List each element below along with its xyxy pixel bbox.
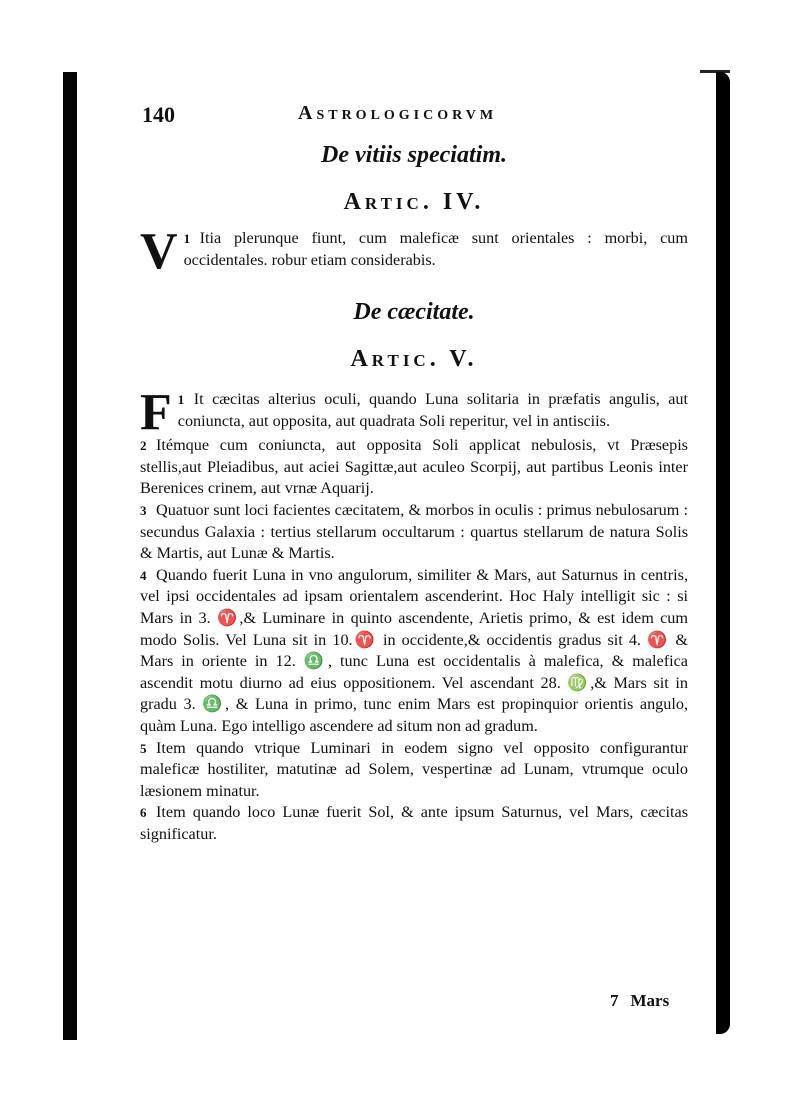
scan-top-edge: [700, 70, 730, 73]
paragraph-number: 5: [140, 740, 147, 756]
section-subtitle-caecitate: De cæcitate.: [353, 299, 475, 326]
book-page: [140, 96, 688, 1010]
article-heading-iv: Artic. IV.: [343, 189, 485, 215]
paragraph-number: 4: [140, 567, 147, 583]
catchword-text: Mars: [630, 991, 670, 1010]
paragraph-v-5: [140, 738, 688, 803]
paragraph-text: Quando fuerit Luna in vno angulorum, similiter & Mars, aut Saturnus in centris, vel ipsi occidentales ad ipsam orientalem ascenderint. Hoc Haly intelligit sic : si Mars in 3. ♈,& Luminare in quinto ascendente, Arietis primo, & est idem cum modo Solis. Vel Luna sit in 10.♈ in occidente,& occidentis gradus sit 4. ♈ & Mars in oriente in 12. ♎, tunc Luna est occidentalis à malefica, & malefica ascendit motu diurno ad eius oppositionem. Vel ascendant 28. ♍,& Mars sit in gradu 3. ♎, & Luna in primo, tunc enim Mars est propinquior orientis angulo, quàm Luna. Ego intelligo ascendere ad situm non ad gradum.: [140, 565, 688, 735]
page-number: 140: [142, 102, 175, 127]
running-title: Astrologicorvm: [298, 102, 498, 124]
paragraph-text: Itémque cum coniuncta, aut opposita Soli applicat nebulosis, vt Præsepis stellis,aut Pleiadibus, aut aciei Sagittæ,aut aculeo Scorpij, aut partibus Leonis inter Berenices crinem, aut vrnæ Aquarij.: [140, 436, 688, 498]
paragraph-text: Item quando loco Lunæ fuerit Sol, & ante ipsum Saturnus, vel Mars, cæcitas significatur.: [140, 803, 688, 843]
paragraph-v-1: [140, 384, 688, 442]
paragraph-number: 1: [177, 392, 185, 408]
scan-right-edge: [716, 72, 730, 1034]
paragraph-text: Item quando vtrique Luminari in eodem signo vel opposito configurantur maleficæ hostiliter, matutinæ ad Solem, vespertinæ ad Lunam, vtrumque oculo læsionem minatur.: [140, 738, 688, 800]
paragraph-text: It cæcitas alterius oculi, quando Luna solitaria in præfatis angulis, aut coniuncta, aut opposita, aut quadrata Soli reperitur, vel in antisciis.: [177, 390, 688, 430]
paragraph-v-3: [140, 500, 688, 565]
scan-left-edge: [63, 72, 77, 1040]
paragraph-v-2: [140, 435, 688, 500]
catchword: [610, 991, 669, 1011]
article-heading-v: Artic. V.: [350, 346, 478, 373]
paragraph-v-4: [140, 565, 688, 738]
running-head: [140, 96, 688, 136]
paragraph-v-6: [140, 802, 688, 845]
drop-cap: F: [140, 384, 172, 442]
paragraph-number: 1: [183, 231, 191, 246]
paragraph-number: 2: [140, 438, 147, 454]
section-subtitle-vitiis: De vitiis speciatim.: [321, 142, 507, 168]
paragraph-text: Quatuor sunt loci facientes cæcitatem, & morbos in oculis : primus nebulosarum : secundus Galaxia : tertius stellarum occultarum : quartus stellarum de natura Solis & Martis, aut Lunæ & Martis.: [140, 500, 688, 563]
paragraph-number: 3: [140, 502, 147, 518]
article-v-body: [140, 384, 688, 845]
paragraph-number: 6: [140, 805, 147, 821]
paragraph-iv-1: [140, 223, 688, 280]
catchword-number: 7: [610, 991, 619, 1010]
drop-cap: V: [140, 223, 178, 280]
paragraph-text: Itia plerunque fiunt, cum maleficæ sunt orientales : morbi, cum occidentales. robur etiam considerabis.: [183, 229, 688, 269]
